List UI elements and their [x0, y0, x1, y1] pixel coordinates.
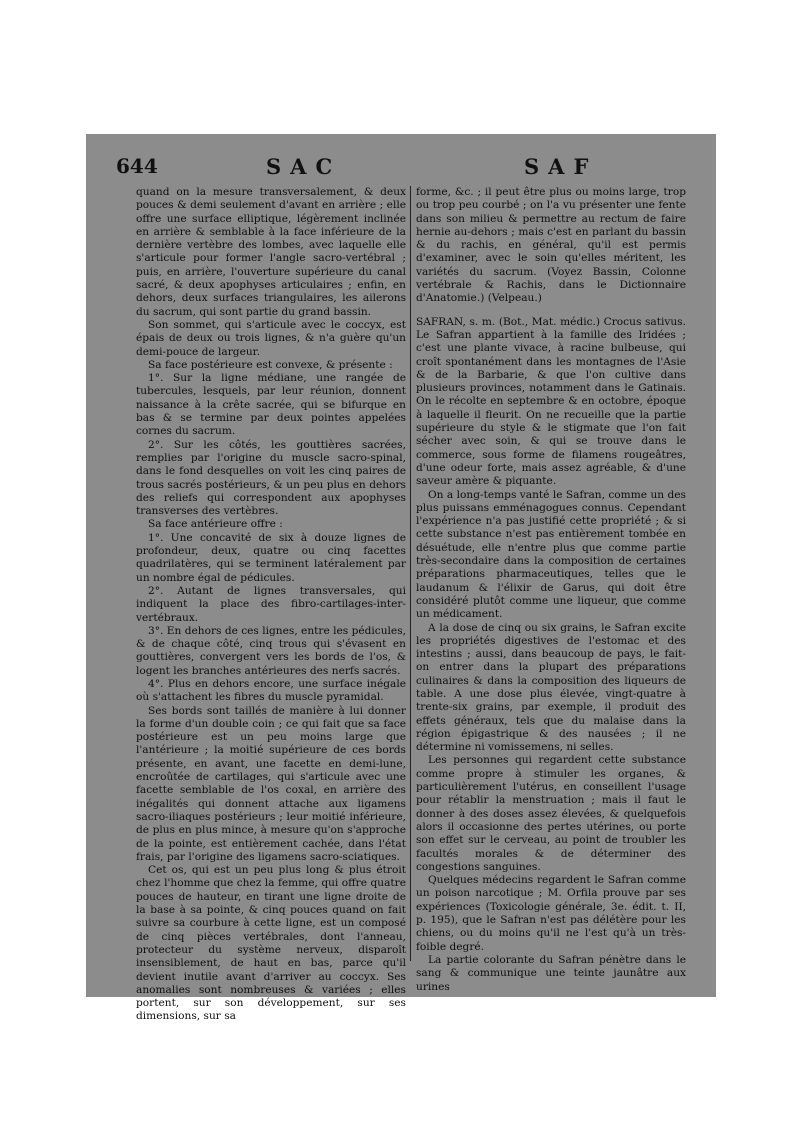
left-paragraph: Ses bords sont taillés de manière à lui donner la forme d'un double coin ; ce qui fait que sa face postérieure est un peu moins large que l'antérieure ; la moitié supérieure de ces bords présente, en avant, une facette en demi-lune, encroûtée de cartilages, qui s'articule avec une facette semblable de l'os coxal, en arrière des inégalités qui donnent attache aux ligamens sacro-iliaques postérieurs ; leur moitié inférieure, de plus en plus mince, à mesure qu'on s'approche de la pointe, est entièrement cachée, dans l'état frais, par l'origine des ligamens sacro-sciatiques. [136, 704, 406, 863]
right-paragraph: Quelques médecins regardent le Safran comme un poison narcotique ; M. Orfila prouve par ses expériences (Toxicologie générale, 3e. édit. t. II, p. 195), que le Safran n'est pas délétère pour les chiens, ou du moins qu'il ne l'est qu'à un très-foible degré. [416, 874, 686, 953]
left-paragraph: Son sommet, qui s'articule avec le coccyx, est épais de deux ou trois lignes, & n'a guère qu'un demi-pouce de largeur. [136, 318, 406, 358]
left-paragraph: 1°. Sur la ligne médiane, une rangée de tubercules, lesquels, par leur réunion, donnent naissance à la crête sacrée, qui se bifurque en bas & se termine par deux pointes appelées cornes du sacrum. [136, 372, 406, 438]
right-paragraph: La partie colorante du Safran pénètre dans le sang & communique une teinte jaunâtre aux urines [416, 953, 686, 993]
right-paragraph: Les personnes qui regardent cette substance comme propre à stimuler les organes, & particulièrement l'utérus, en conseillent l'usage pour rétablir la menstruation ; mais il faut le donner à des doses assez élevées, & quelquefois alors il occasionne des pertes utérines, ou porte son effet sur le cerveau, au point de troubler les facultés morales & de déterminer des congestions sanguines. [416, 754, 686, 873]
right-paragraph: A la dose de cinq ou six grains, le Safran excite les propriétés digestives de l'estomac et des intestins ; aussi, dans beaucoup de pays, le fait-on entrer dans la plupart des préparations culinaires & dans la composition des liqueurs de table. A une dose plus élevée, vingt-quatre à trente-six grains, par exemple, il produit des effets généraux, tels que du malaise dans la région épigastrique & des nausées ; il ne détermine ni vomissemens, ni selles. [416, 621, 686, 754]
header-right-word: SAF [524, 154, 598, 179]
running-header [86, 154, 716, 184]
scanned-page [86, 134, 716, 1023]
left-paragraph: Cet os, qui est un peu plus long & plus étroit chez l'homme que chez la femme, qui offre quatre pouces de hauteur, en tirant une ligne droite de la base à sa pointe, & cinq pouces quand on fait suivre sa courbure à cette ligne, est un composé de cinq pièces vertébrales, dont l'anneau, protecteur du système nerveux, disparoît insensiblement, de haut en bas, parce qu'il devient inutile avant d'arriver au coccyx. Ses anomalies sont nombreuses & variées ; elles portent, sur son développement, sur ses dimensions, sur sa [136, 864, 406, 1023]
entry-safran: SAFRAN, s. m. (Bot., Mat. médic.) Crocus sativus. Le Safran appartient à la famille des Iridées ; c'est une plante vivace, à racine bulbeuse, qui croît spontanément dans les montagnes de l'Asie & de la Barbarie, & que l'on cultive dans plusieurs provinces, notamment dans le Gatinais. On le récolte en septembre & en octobre, époque à laquelle il fleurit. On ne recueille que la partie supérieure du style & le stigmate que l'on fait sécher avec soin, & qui se trouve dans le commerce, sous forme de filamens rougeâtres, d'une odeur forte, mais assez agréable, & d'une saveur amère & piquante. [416, 315, 686, 488]
left-paragraph: 1°. Une concavité de six à douze lignes de profondeur, deux, quatre ou cinq facettes quadrilatères, qui se terminent latéralement par un nombre égal de pédicules. [136, 531, 406, 584]
left-paragraph: Sa face postérieure est convexe, & présente : [148, 358, 393, 371]
header-left-word: SAC [266, 154, 342, 179]
right-paragraph: forme, &c. ; il peut être plus ou moins large, trop ou trop peu courbé ; on l'a vu présenter une fente dans son milieu & permettre au rectum de faire hernie au-dehors ; mais c'est en parlant du bassin & du rachis, en général, qu'il est permis d'examiner, avec le soin qu'elles méritent, les variétés du sacrum. (Voyez Bassin, Colonne vertébrale & Rachis, dans le Dictionnaire d'Anatomie.) (Velpeau.) [416, 186, 686, 305]
page-number: 644 [116, 154, 158, 178]
left-paragraph: 2°. Autant de lignes transversales, qui indiquent la place des fibro-cartilages-inter-vertébraux. [136, 584, 406, 624]
left-column [136, 186, 406, 1024]
left-paragraph: 2°. Sur les côtés, les gouttières sacrées, remplies par l'origine du muscle sacro-spinal, dans le fond desquelles on voit les cinq paires de trous sacrés postérieurs, & un peu plus en dehors des reliefs qui correspondent aux apophyses transverses des vertèbres. [136, 438, 406, 518]
right-paragraph: On a long-temps vanté le Safran, comme un des plus puissans emménagogues connus. Cependant l'expérience n'a pas justifié cette propriété ; & si cette substance n'est pas entièrement tombée en désuétude, elle n'entre plus que comme partie très-secondaire dans la composition de certaines préparations pharmaceutiques, telles que le laudanum & l'élixir de Garus, qui doit être considéré plutôt comme une liqueur, que comme un médicament. [416, 488, 686, 621]
left-paragraph: Sa face antérieure offre : [148, 518, 283, 531]
right-column [416, 186, 686, 994]
left-paragraph: 4°. Plus en dehors encore, une surface inégale où s'attachent les fibres du muscle pyramidal. [136, 677, 406, 704]
left-paragraph: quand on la mesure transversalement, & deux pouces & demi seulement d'avant en arrière ; elle offre une surface elliptique, légèrement inclinée en arrière & semblable à la face inférieure de la dernière vertèbre des lombes, avec laquelle elle s'articule pour former l'angle sacro-vertébral ; puis, en arrière, l'ouverture supérieure du canal sacré, & deux apophyses articulaires ; enfin, en dehors, deux surfaces triangulaires, les ailerons du sacrum, qui sont partie du grand bassin. [136, 186, 406, 318]
column-divider [410, 186, 411, 961]
left-paragraph: 3°. En dehors de ces lignes, entre les pédicules, & de chaque côté, cinq trous qui s'évasent en gouttières, convergent vers les bords de l'os, & logent les branches antérieures des nerfs sacrés. [136, 624, 407, 677]
